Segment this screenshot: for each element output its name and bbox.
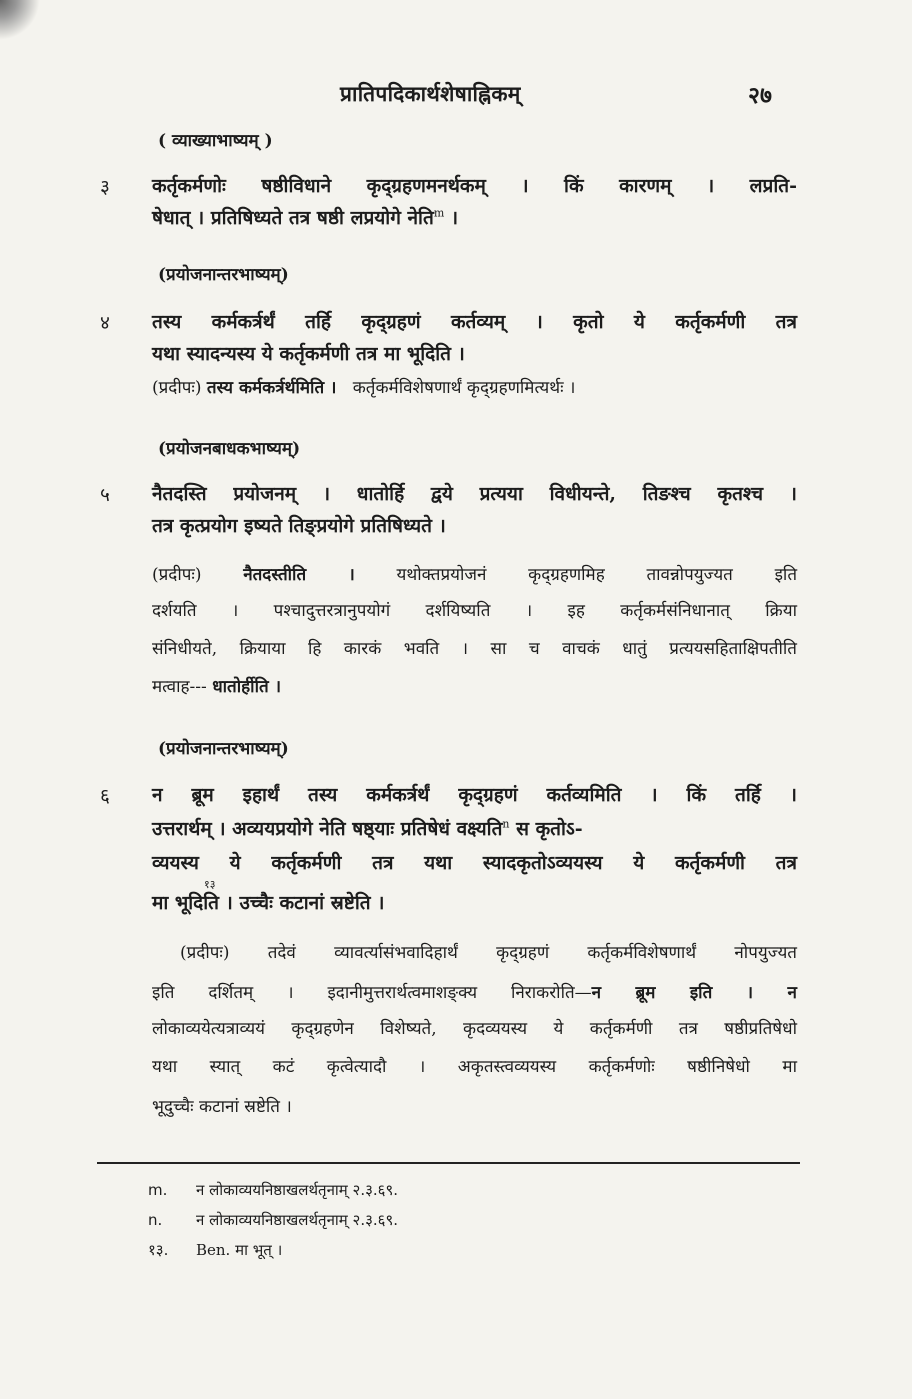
section-heading: (प्रयोजनान्तरभाष्यम्): [158, 739, 289, 759]
bhashya-line: न ब्रूम इहार्थं तस्य कर्मकर्त्रर्थं कृद्ग्रहणं कर्तव्यमिति । किं तर्हि ।: [152, 784, 797, 806]
pradipa-line: संनिधीयते, क्रियाया हि कारकं भवति । सा च वाचकं धातुं प्रत्ययसहिताक्षिपतीति: [152, 639, 797, 659]
pradipa-line: भूदुच्चैः कटानां स्रष्टेति ।: [152, 1097, 292, 1117]
bhashya-line: १३ मा भूदिति । उच्चैः कटानां स्रष्टेति ।: [152, 878, 385, 914]
footnote-text: न लोकाव्ययनिष्ठाखलर्थतृनाम् २.३.६९.: [196, 1211, 399, 1229]
sutra-number: ६: [100, 785, 110, 807]
footnote-text: न लोकाव्ययनिष्ठाखलर्थतृनाम् २.३.६९.: [196, 1181, 399, 1199]
bhashya-line: यथा स्यादन्यस्य ये कर्तृकर्मणी तत्र मा भूदिति ।: [152, 343, 465, 365]
pradipa-line: लोकाव्ययेत्यत्राव्ययं कृद्ग्रहणेन विशेष्यते, कृदव्ययस्य ये कर्तृकर्मणी तत्र षष्ठीप्रतिषेधो: [152, 1019, 797, 1039]
page-number: २७: [748, 82, 772, 109]
bhashya-line: षेधात् । प्रतिषिध्यते तत्र षष्ठी लप्रयोगे नेति$^m$ ।: [152, 206, 459, 229]
footnote-ref: m: [433, 206, 445, 220]
bhashya-line: व्ययस्य ये कर्तृकर्मणी तत्र यथा स्यादकृतोऽव्ययस्य ये कर्तृकर्मणी तत्र: [152, 852, 797, 874]
page-corner-shadow: [0, 0, 40, 40]
pradipa-label: (प्रदीपः): [152, 378, 202, 398]
pradipa-line: मत्वाह--- धातोर्हीति ।: [152, 677, 282, 697]
footnote-ref: n: [502, 817, 510, 831]
running-head: प्रातिपदिकार्थशेषाह्निकम्: [340, 81, 521, 106]
section-heading: (प्रयोजनान्तरभाष्यम्): [158, 265, 289, 285]
footnote-mark: n.: [148, 1211, 163, 1229]
pradipa-label: (प्रदीपः): [152, 565, 202, 585]
bhashya-line: तस्य कर्मकर्त्रर्थं तर्हि कृद्ग्रहणं कर्तव्यम् । कृतो ये कर्तृकर्मणी तत्र: [152, 311, 797, 333]
pradipa-line: (प्रदीपः) तदेवं व्यावर्त्यासंभवादिहार्थं कृद्ग्रहणं कर्तृकर्मविशेषणार्थं नोपयुज्यत: [180, 943, 797, 963]
pradipa-label: (प्रदीपः): [180, 943, 230, 963]
section-heading: ( व्याख्याभाष्यम् ): [158, 131, 273, 151]
pradipa-line: (प्रदीपः) नैतदस्तीति । यथोक्तप्रयोजनं कृद्ग्रहणमिह तावन्नोपयुज्यत इति: [152, 565, 798, 585]
footnote-mark: m.: [148, 1181, 168, 1199]
footnote-mark: १३.: [148, 1241, 169, 1259]
bhashya-line: कर्तृकर्मणोः षष्ठीविधाने कृद्ग्रहणमनर्थकम् । किं कारणम् । लप्रति-: [152, 175, 797, 197]
bhashya-line: उत्तरार्थम् । अव्ययप्रयोगे नेति षष्ठ्याः प्रतिषेधं वक्ष्यति$^n$ स कृतोऽ-: [152, 817, 583, 840]
footnote-text: Ben. मा भूत् ।: [196, 1241, 283, 1259]
footnote-ref: १३: [204, 878, 216, 891]
footnote-separator: [97, 1162, 800, 1164]
footnote: [148, 1210, 398, 1230]
bhashya-line: तत्र कृत्प्रयोग इष्यते तिङ्प्रयोगे प्रतिषिध्यते ।: [152, 515, 446, 537]
sutra-number: ५: [100, 484, 110, 506]
sutra-number: ३: [100, 176, 110, 198]
footnote: [148, 1180, 398, 1200]
pradipa-line: दर्शयति । पश्चादुत्तरत्रानुपयोगं दर्शयिष्यति । इह कर्तृकर्मसंनिधानात् क्रिया: [152, 601, 797, 621]
section-heading: (प्रयोजनबाधकभाष्यम्): [158, 439, 301, 459]
pradipa-line: इति दर्शितम् । इदानीमुत्तरार्थत्वमाशङ्क्य निराकरोति—न ब्रूम इति । न: [152, 983, 797, 1003]
pradipa-line: यथा स्यात् कटं कृत्वेत्यादौ । अकृतस्त्वव्ययस्य कर्तृकर्मणोः षष्ठीनिषेधो मा: [152, 1057, 797, 1077]
page-header: [0, 72, 912, 112]
bhashya-line: नैतदस्ति प्रयोजनम् । धातोर्हि द्वये प्रत्यया विधीयन्ते, तिङश्च कृतश्च ।: [152, 483, 797, 505]
footnote: [148, 1240, 282, 1260]
sutra-number: ४: [100, 312, 110, 334]
pradipa-line: (प्रदीपः) तस्य कर्मकर्त्रर्थमिति । कर्तृकर्मविशेषणार्थं कृद्ग्रहणमित्यर्थः ।: [152, 378, 576, 398]
